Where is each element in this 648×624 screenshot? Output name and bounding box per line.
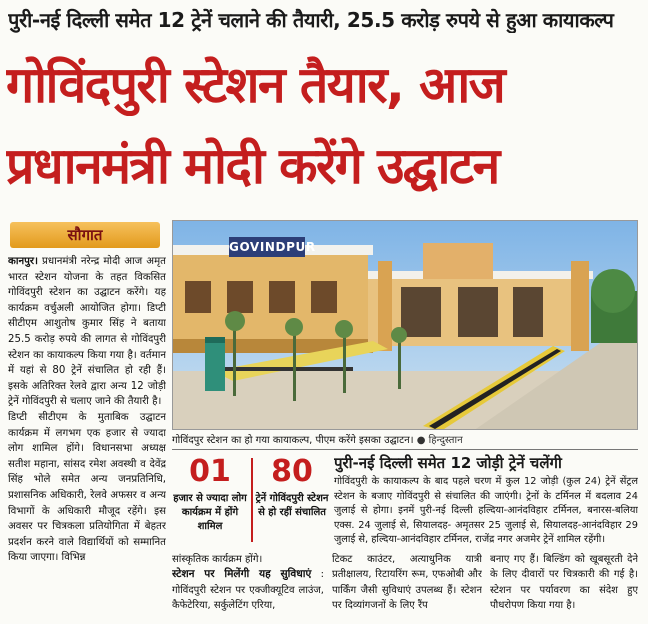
stat-value: 80	[271, 454, 313, 489]
station-sign: GOVINDPUR	[229, 237, 305, 257]
left-para-2: डिप्टी सीटीएम के मुताबिक उद्घाटन कार्यक्रम में लगभग एक हजार से ज्यादा लोग शामिल होंगे। विधानसभा अध्यक्ष सतीश महाना, सांसद रमेश अवस्थी व देवेंद्र सिंह भोले समेत अन्य जनप्रतिनिधि, प्रशासनिक अधिकारी, रेलवे अफसर व अन्य विभागों के अधिकारी मौजूद रहेंगे। इस अवसर पर चित्रकला प्रतियोगिता में बेहतर प्रदर्शन करने वाले विद्यार्थियों को सम्मानित किया जाएगा। विभिन्न	[8, 411, 166, 564]
subsection-heading: पुरी-नई दिल्ली समेत 12 जोड़ी ट्रेनें चलेंगी	[334, 454, 562, 472]
stat-divider	[251, 458, 253, 542]
subsection-text: गोविंदपुरी के कायाकल्प के बाद पहले चरण में कुल 12 जोड़ी (कुल 24) ट्रेनें सेंट्रल स्टेशन के बजाए गोविंदपुरी से संचालित की जाएंगी। ट्रेनों के टर्मिनल में बदलाव 24 जुलाई से होगा। इनमें पुरी-नई दिल्ली हल्दिया-आनंदविहार टर्मिनल, बनारस-बलिया एक्स. 24 जुलाई से, सियालदह- अमृतसर 25 जुलाई से, सियालदह-आनंदविहार 29 जुलाई से, हल्दिया-आनंदविहार टर्मिनल, राजेंद्र नगर अजमेर ट्रेनें शामिल रहेंगी।	[334, 476, 638, 546]
kicker-line: पुरी-नई दिल्ली समेत 12 ट्रेनें चलाने की तैयारी, 25.5 करोड़ रुपये से हुआ कायाकल्प	[8, 8, 614, 32]
caption-text: गोविंदपुर स्टेशन का हो गया कायाकल्प, पीएम करेंगे इसका उद्घाटन।	[172, 435, 414, 446]
bottom-column-1	[172, 552, 324, 622]
station-photo	[172, 220, 638, 430]
stat-label: हजार से ज्यादा लोग कार्यक्रम में होंगे शामिल	[173, 493, 247, 532]
saugat-badge: सौगात	[10, 222, 160, 248]
stat-attendees	[172, 452, 248, 548]
left-column-text	[8, 254, 166, 566]
stat-trains	[254, 452, 330, 548]
left-column	[8, 222, 166, 622]
bottom-col1-line: सांस्कृतिक कार्यक्रम होंगे।	[172, 554, 263, 565]
facilities-heading: स्टेशन पर मिलेंगी यह सुविधाएं	[172, 568, 312, 581]
bottom-column-3: बनाए गए हैं। बिल्डिंग को खूबसूरती देने के लिए दीवारों पर चित्रकारी की गई है। स्टेशन पर पर्यावरण का संदेश हुए पौधरोपण किया गया है।	[490, 554, 638, 612]
stat-value: 01	[189, 454, 231, 489]
bottom-column-2: टिकट काउंटर, अत्याधुनिक यात्री प्रतीक्षालय, रिटायरिंग रूम, एफओबी और पार्किंग जैसी सुविधाएं उपलब्ध हैं। स्टेशन पर दिव्यांगजनों के लिए रैंप	[332, 554, 482, 612]
stat-label: ट्रेनें गोविंदपुरी स्टेशन से हो रहीं संचालित	[255, 493, 329, 518]
headline-line-1: गोविंदपुरी स्टेशन तैयार, आज	[6, 56, 505, 114]
left-para-1: प्रधानमंत्री नरेन्द्र मोदी आज अमृत भारत स्टेशन योजना के तहत विकसित गोविंदपुरी स्टेशन का उद्घाटन करेंगे। यह कार्यक्रम वर्चुअली आयोजित होगा। डिप्टी सीटीएम आशुतोष कुमार सिंह ने बताया 25.5 करोड़ रुपये की लागत से गोविंदपुरी स्टेशन का कायाकल्प किया गया है। वर्तमान में यहां से 80 ट्रेनें संचालित हो रही हैं। इसके अतिरिक्त रेलवे द्वारा अन्य 12 जोड़ी ट्रेनें गोविंदपुरी से चलाए जाने की तैयारी है।	[8, 256, 166, 408]
caption-credit: ● हिन्दुस्तान	[416, 435, 463, 446]
stats-box	[172, 452, 330, 548]
dateline: कानपुर।	[8, 256, 38, 267]
bottom-col1-text: : गोविंदपुरी स्टेशन पर एक्जीक्यूटिव लाउंज, कैफेटेरिया, सर्कुलेटिंग एरिया,	[172, 569, 324, 612]
photo-caption	[172, 432, 638, 450]
subsection-trains	[334, 453, 638, 549]
headline-line-2: प्रधानमंत्री मोदी करेंगे उद्घाटन	[6, 137, 499, 195]
